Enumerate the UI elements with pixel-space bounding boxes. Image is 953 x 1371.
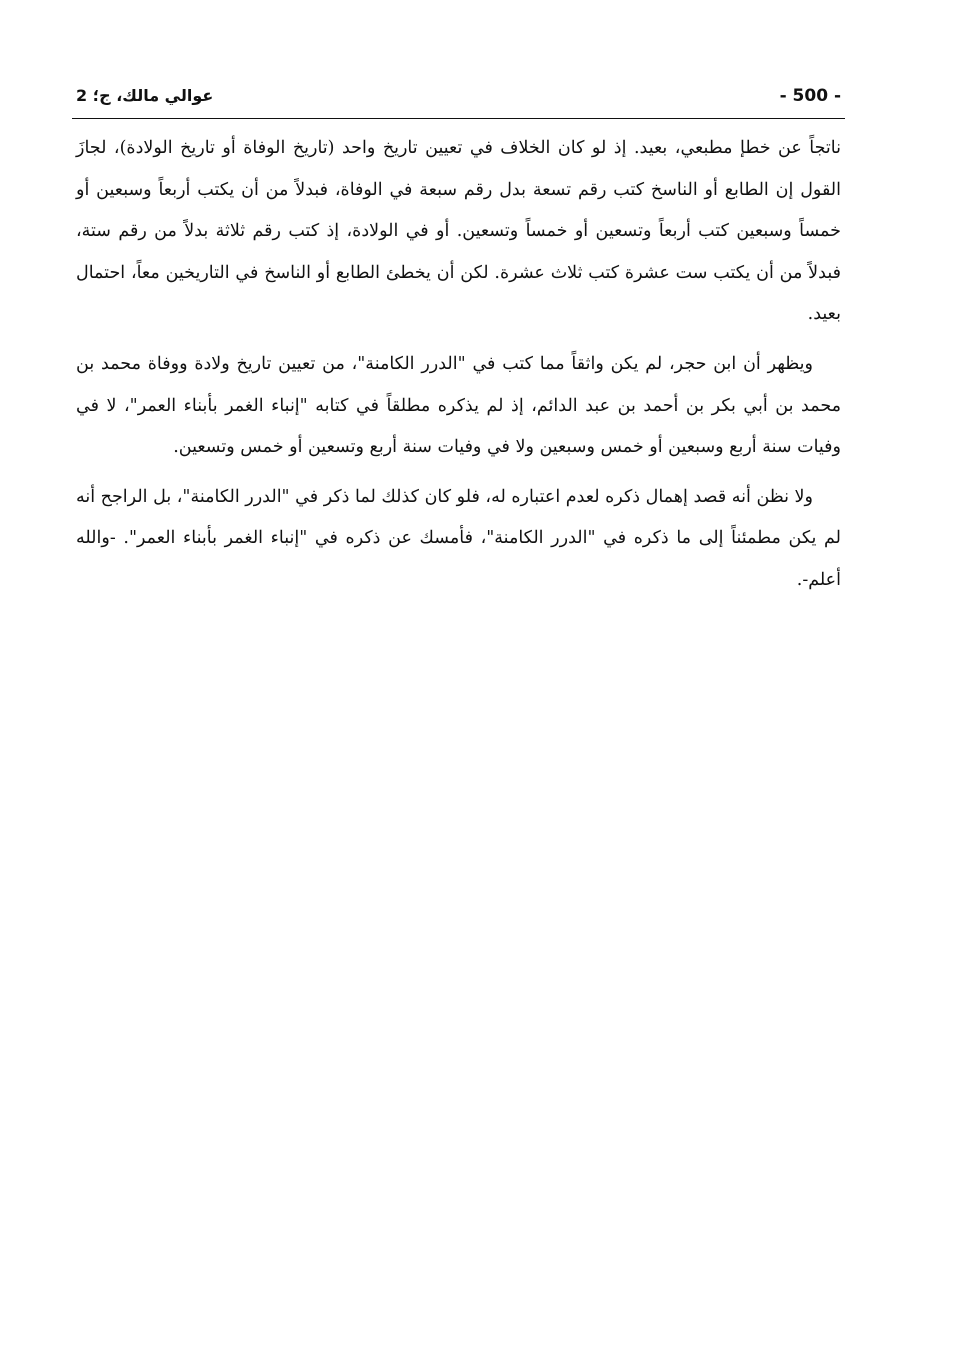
paragraph-2: ويظهر أن ابن حجر، لم يكن واثقاً مما كتب في "الدرر الكامنة"، من تعيين تاريخ ولادة ووفاة محمد بن محمد بن أبي بكر بن أحمد بن عبد الدائم، إذ لم يذكره مطلقاً في كتابه "إنباء الغمر بأبناء العمر"، لا في وفيات سنة أربع وسبعين أو خمس وسبعين ولا في وفيات سنة أربع وتسعين أو خمس وتسعين. — [76, 353, 841, 458]
body-text — [76, 128, 841, 610]
header-divider — [72, 118, 845, 119]
paragraph-3: ولا نظن أنه قصد إهمال ذكره لعدم اعتباره له، فلو كان كذلك لما ذكر في "الدرر الكامنة"، بل الراجح أنه لم يكن مطمئناً إلى ما ذكره في "الدرر الكامنة"، فأمسك عن ذكره في "إنباء الغمر بأبناء العمر". -والله أعلم-. — [76, 486, 841, 590]
page-header — [76, 84, 841, 110]
page-number: - 500 - — [779, 86, 841, 106]
paragraph-1: ناتجاً عن خطإ مطبعي، بعيد. إذ لو كان الخلاف في تعيين تاريخ واحد (تاريخ الوفاة أو تاريخ الولادة)، لجازَ القول إن الطابع أو الناسخ كتب رقم تسعة بدل رقم سبعة في الوفاة، فبدلاً من أن يكتب أربعاً وسبعين أو خمساً وسبعين كتب أربعاً وتسعين أو خمساً وتسعين. أو في الولادة، إذ كتب رقم ثلاثة بدلاً من رقم ستة، فبدلاً من أن يكتب ست عشرة كتب ثلاث عشرة. لكن أن يخطئ الطابع أو الناسخ في التاريخين معاً، احتمال بعيد. — [76, 138, 841, 325]
running-title: عوالي مالك، ج؛ 2 — [76, 86, 214, 105]
